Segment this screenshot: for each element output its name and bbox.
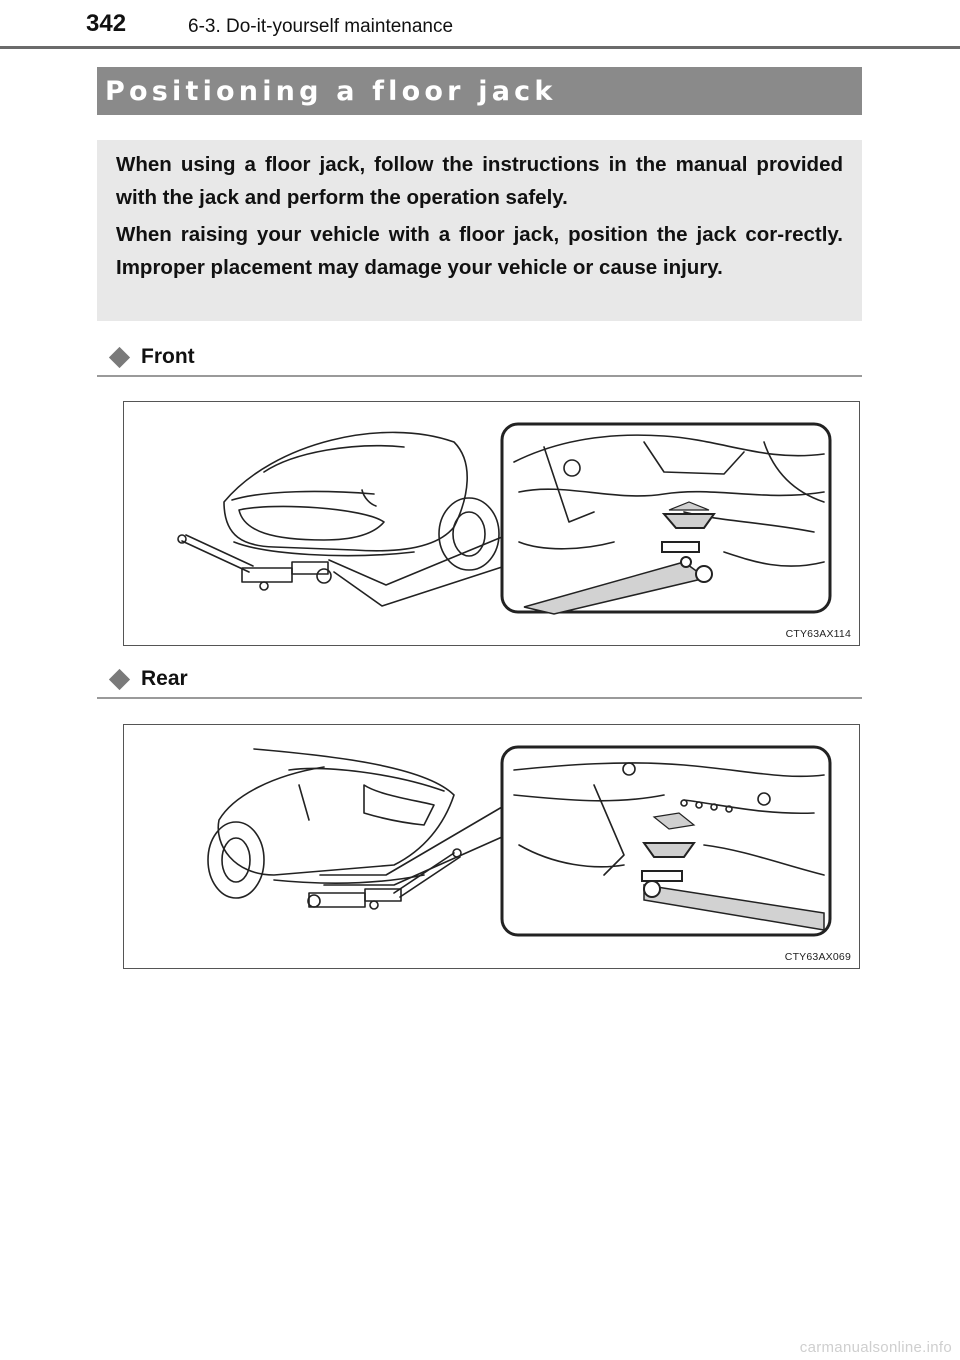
rear-heading-label: Rear [141, 667, 188, 690]
front-illustration-svg [124, 402, 861, 647]
page-number: 342 [86, 10, 127, 37]
front-heading [108, 342, 195, 372]
rear-figure-code: CTY63AX069 [784, 951, 851, 963]
front-divider [97, 375, 862, 377]
page-title: Positioning a floor jack [105, 76, 557, 107]
intro-box [97, 140, 862, 321]
section-title: 6-3. Do-it-yourself maintenance [188, 16, 454, 37]
rear-heading [108, 664, 188, 694]
front-heading-label: Front [141, 345, 195, 368]
header-divider [0, 46, 960, 49]
front-figure-code: CTY63AX114 [785, 628, 851, 640]
front-jack-illustration [123, 401, 860, 646]
intro-paragraph-2: When raising your vehicle with a floor jack, position the jack cor-rectly. Improper placement may damage your vehicle or cause injury. [116, 223, 843, 279]
rear-divider [97, 697, 862, 699]
diamond-bullet-icon [109, 346, 130, 367]
title-bar [97, 67, 862, 115]
watermark: carmanualsonline.info [799, 1339, 952, 1356]
diamond-bullet-icon [109, 668, 130, 689]
intro-paragraph-1: When using a floor jack, follow the instructions in the manual provided with the jack and perform the operation safely. [116, 153, 843, 209]
rear-jack-illustration [123, 724, 860, 969]
rear-illustration-svg [124, 725, 861, 970]
